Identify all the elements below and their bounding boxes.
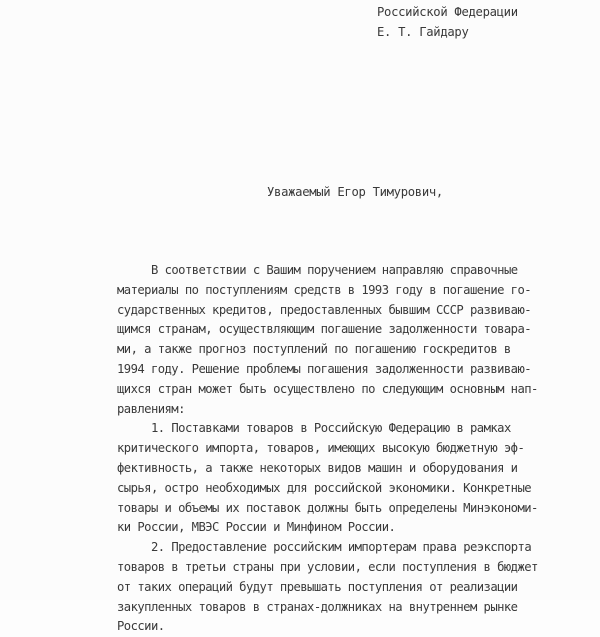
salutation: Уважаемый Егор Тимурович, xyxy=(267,185,443,199)
addressee-line-1: Российской Федерации xyxy=(377,5,518,19)
body-line: сырья, остро необходимых для российской экономики. Конкретные xyxy=(117,480,532,495)
letter-body xyxy=(117,261,567,637)
addressee-block xyxy=(377,2,518,42)
body-line: от таких операций будут превышать поступления от реализации xyxy=(117,579,518,594)
body-line: 2. Предоставление российским импортерам права реэкспорта xyxy=(151,540,532,555)
body-line: товары и объемы их поставок должны быть определены Минэкономи- xyxy=(117,500,538,515)
addressee-line-2: Е. Т. Гайдару xyxy=(377,25,469,39)
body-line: фективность, а также некоторых видов машин и оборудования и xyxy=(117,460,518,475)
body-line: В соответствии с Вашим поручением направляю справочные xyxy=(151,263,518,277)
body-line: равлениям: xyxy=(117,401,185,416)
body-line: сударственных кредитов, предоставленных бывшим СССР развиваю- xyxy=(117,302,532,317)
body-line: товаров в третьи страны при условии, если поступления в бюджет xyxy=(117,559,538,574)
body-line: России. xyxy=(117,619,165,634)
body-line: ми, а также прогноз поступлений по погашению госкредитов в xyxy=(117,342,511,357)
body-line: ки России, МВЭС России и Минфином России. xyxy=(117,520,396,535)
body-line: 1. Поставками товаров в Российскую Федерацию в рамках xyxy=(151,421,511,436)
body-line: 1994 году. Решение проблемы погашения задолженности развиваю- xyxy=(117,361,532,376)
body-line: щимся странам, осуществляющим погашение задолженности товара- xyxy=(117,322,532,337)
body-line: щихся стран может быть осуществлено по следующим основным нап- xyxy=(117,381,538,396)
body-line: критического импорта, товаров, имеющих высокую бюджетную эф- xyxy=(117,441,525,456)
body-line: закупленных товаров в странах-должниках на внутреннем рынке xyxy=(117,599,518,614)
body-line: материалы по поступлениям средств в 1993 году в погашение го- xyxy=(117,282,532,297)
